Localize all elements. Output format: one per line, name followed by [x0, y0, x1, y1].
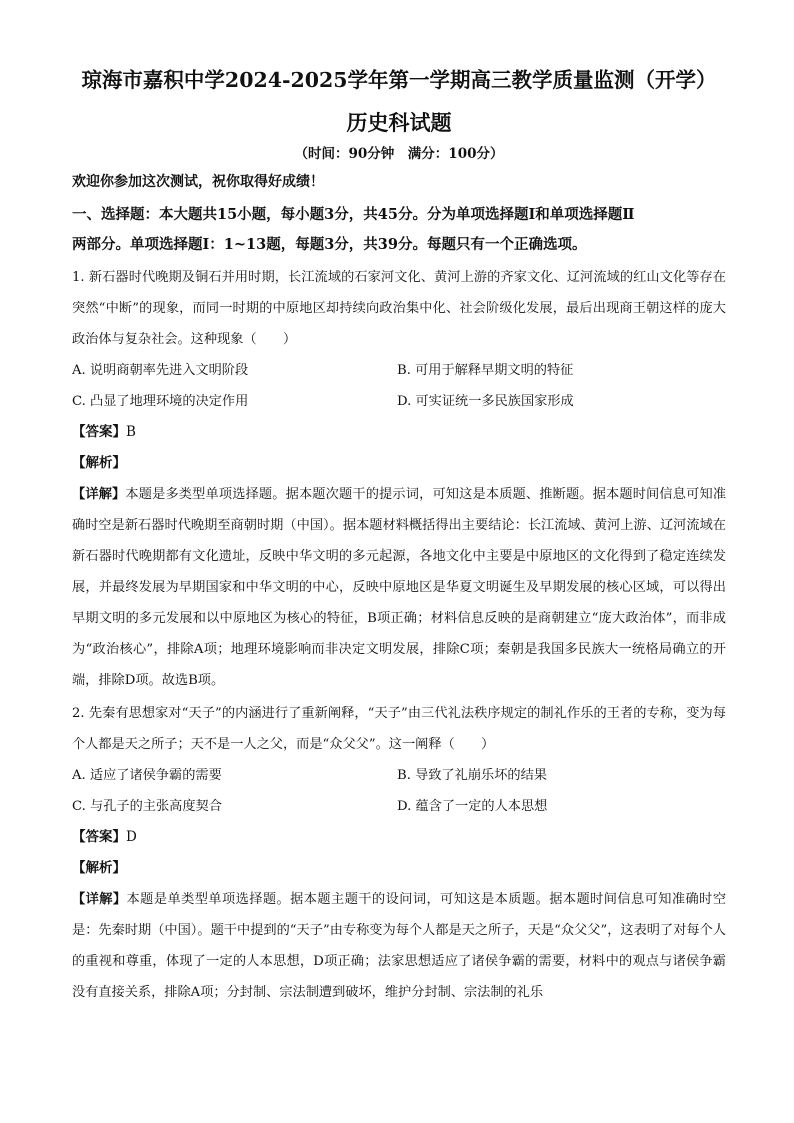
detail-text: 本题是单类型单项选择题。据本题主题干的设问词，可知这是本质题。据本题时间信息可知准确时空是：先秦时期（中国）。题干中提到的“天子”由专称变为每个人都是天之所子，天是“众父父”，这表明了对每个人的重视和尊重，体现了一定的人本思想，D项正确；法家思想适应了诸侯争霸的需要，材料中的观点与诸侯争霸没有直接关系，排除A项；分封制、宗法制遭到破坏，维护分封制、宗法制的礼乐	[72, 892, 727, 1000]
option-d: D. 蕴含了一定的人本思想	[397, 799, 548, 814]
analysis-line	[72, 853, 726, 884]
option-c: C. 与孔子的主张高度契合	[72, 799, 222, 814]
option-d: D. 可实证统一多民族国家形成	[397, 394, 574, 409]
exam-title: 琼海市嘉积中学2024-2025学年第一学期高三教学质量监测（开学）	[81, 68, 717, 92]
answer-label: 【答案】	[72, 424, 126, 440]
section-heading-line-1: 一、选择题：本大题共15小题，每小题3分，共45分。分为单项选择题Ⅰ和单项选择题Ⅱ	[72, 206, 635, 223]
question-options	[72, 355, 726, 417]
detail-text: 本题是多类型单项选择题。据本题次题干的提示词，可知这是本质题、推断题。据本题时间信息可知准确时空是新石器时代晚期至商朝时期（中国）。据本题材料概括得出主要结论：长江流域、黄河上游、辽河流域在新石器时代晚期都有文化遗址，反映中华文明的多元起源，各地文化中主要是中原地区的文化得到了稳定连续发展，并最终发展为早期国家和中华文明的中心，反映中原地区是华夏文明诞生及早期发展的核心区域，可以得出早期文明的多元发展和以中原地区为核心的特征，B项正确；材料信息反映的是商朝建立“庞大政治体”，而非成为“政治核心”，排除A项；地理环境影响而非决定文明发展，排除C项；秦朝是我国多民族大一统格局确立的开端，排除D项。故选B项。	[72, 487, 727, 688]
answer-value: D	[126, 829, 137, 845]
question-stem: 1. 新石器时代晚期及铜石并用时期，长江流域的石家河文化、黄河上游的齐家文化、辽河流域的红山文化等存在突然“中断”的现象，而同一时期的中原地区却持续向政治集中化、社会阶级化发展，最后出现商王朝这样的庞大政治体与复杂社会。这种现象（ ）	[72, 270, 726, 347]
question-1	[72, 262, 726, 696]
detail-label: 【详解】	[72, 487, 126, 502]
option-b: B. 可用于解释早期文明的特征	[397, 363, 574, 378]
option-a: A. 说明商朝率先进入文明阶段	[72, 363, 249, 378]
greeting-text: 欢迎你参加这次测试，祝你取得好成绩！	[72, 174, 324, 190]
detail-paragraph	[72, 884, 726, 1008]
exam-time-info: （时间：90分钟 满分：100分）	[294, 146, 504, 162]
detail-label: 【详解】	[72, 892, 127, 907]
question-2	[72, 698, 726, 1008]
question-stem: 2. 先秦有思想家对“天子”的内涵进行了重新阐释，“天子”由三代礼法秩序规定的制礼作乐的王者的专称，变为每个人都是天之所子；天不是一人之父，而是“众父父”。这一阐释（ ）	[72, 706, 726, 752]
section-heading	[72, 200, 726, 260]
answer-label: 【答案】	[72, 829, 126, 845]
option-a: A. 适应了诸侯争霸的需要	[72, 768, 222, 783]
question-options	[72, 760, 726, 822]
analysis-line	[72, 448, 726, 479]
section-heading-line-2: 两部分。单项选择题Ⅰ：1~13题，每题3分，共39分。每题只有一个正确选项。	[72, 236, 587, 253]
analysis-label: 【解析】	[72, 455, 126, 471]
exam-subtitle: 历史科试题	[346, 110, 452, 135]
detail-paragraph	[72, 479, 726, 696]
answer-value: B	[126, 424, 136, 440]
answer-line	[72, 417, 726, 448]
answer-line	[72, 822, 726, 853]
option-b: B. 导致了礼崩乐坏的结果	[397, 768, 547, 783]
option-c: C. 凸显了地理环境的决定作用	[72, 394, 249, 409]
analysis-label: 【解析】	[72, 860, 126, 876]
